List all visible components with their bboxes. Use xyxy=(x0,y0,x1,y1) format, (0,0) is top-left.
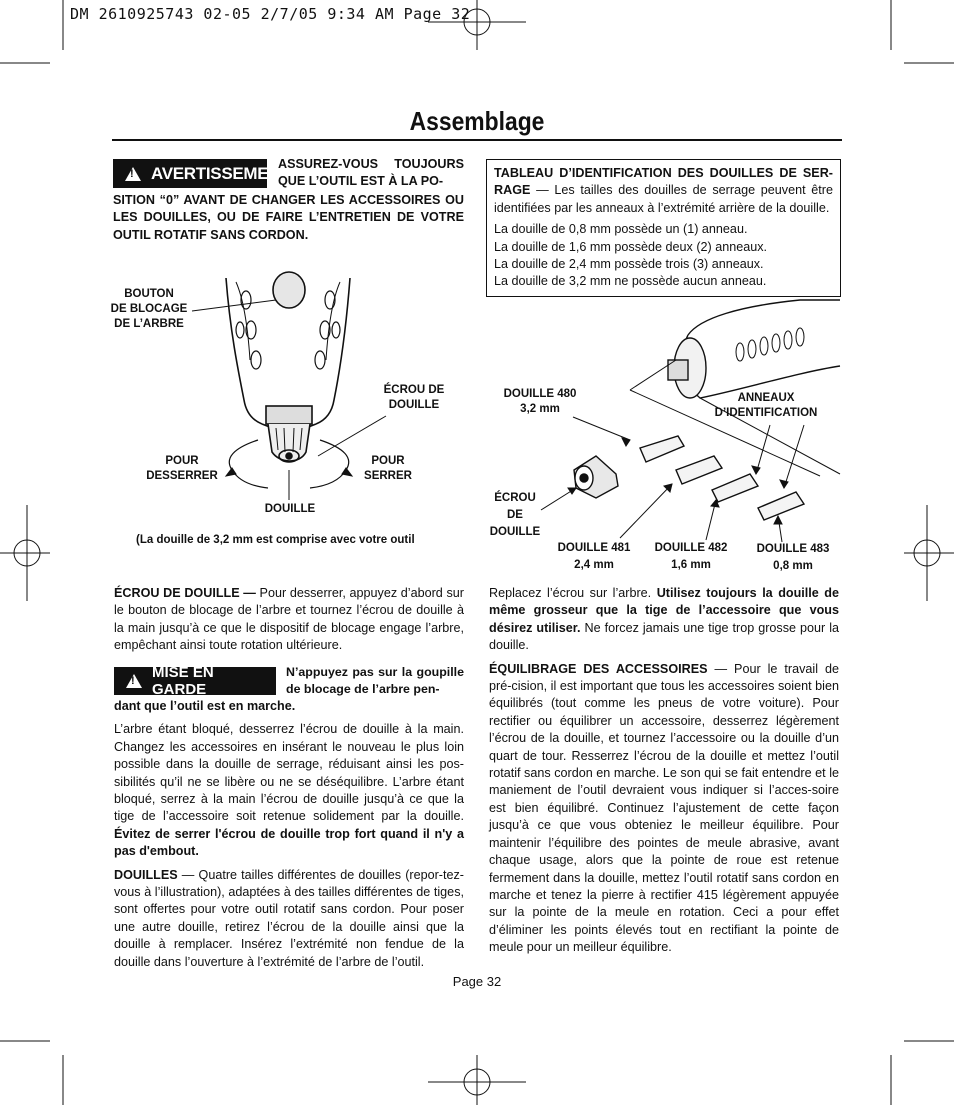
right-column xyxy=(489,585,839,963)
collet-table-line: La douille de 2,4 mm possède trois (3) anneaux. xyxy=(494,257,764,272)
collet-table-line: La douille de 0,8 mm possède un (1) anneau. xyxy=(494,222,748,237)
caution-rest: dant que l’outil est en marche. xyxy=(114,699,296,713)
warning-triangle-icon: ! xyxy=(125,167,141,181)
label-collet-483: DOUILLE 483 0,8 mm xyxy=(756,543,830,572)
label-tighten: POUR SERRER xyxy=(364,455,412,482)
left-column-continued xyxy=(114,698,464,977)
label-collet-480: DOUILLE 480 3,2 mm xyxy=(503,388,577,415)
collet-table-line: La douille de 1,6 mm possède deux (2) anneaux. xyxy=(494,239,768,254)
label-collet-left: DOUILLE xyxy=(264,503,316,515)
registration-mark-bottom xyxy=(428,1055,526,1105)
balancing-paragraph xyxy=(489,661,839,957)
replace-nut-text: Replacez l’écrou sur l’arbre. xyxy=(489,586,657,600)
replace-nut-paragraph xyxy=(489,585,839,655)
warning-lead xyxy=(278,156,464,191)
label-spindle-lock: BOUTON DE BLOCAGE DE L’ARBRE xyxy=(110,288,188,330)
page-number: Page 32 xyxy=(452,974,502,989)
label-collet-481: DOUILLE 481 2,4 mm xyxy=(557,542,631,571)
label-collet-nut-left: ÉCROU DE DOUILLE xyxy=(383,384,445,411)
warning-badge-label: AVERTISSEMENT xyxy=(151,163,291,183)
print-header-stamp: DM 2610925743 02-05 2/7/05 9:34 AM Page 32 xyxy=(70,5,471,23)
collets-paragraph xyxy=(114,867,464,971)
replace-nut-rest: Ne forcez jamais une tige trop grosse pour la douille. xyxy=(489,620,840,653)
shaft-lock-text: L’arbre étant bloqué, desserrez l’écrou de douille à la main. Changez les accessoires en insérant le nouveau le plus loin possible dans la douille de serrage, réduisant ainsi les pos-sibilités qu’il ne se libère ou ne se déséquilibre. L’arbre étant bloqué, serrez à la main l’écrou de douille jusqu’à ce que la tige de l’accessoire soit retenue solidement par la douille. xyxy=(114,722,464,824)
label-collet-nut-right: ÉCROU DE DOUILLE xyxy=(489,492,541,538)
title-rule xyxy=(112,139,842,141)
warning-badge xyxy=(113,159,291,188)
warning-lead-text: ASSUREZ-VOUS TOUJOURS QUE L’OUTIL EST À LA PO- xyxy=(278,157,464,189)
shaft-lock-paragraph xyxy=(114,721,464,860)
registration-mark-right xyxy=(904,505,954,601)
warning-rest xyxy=(113,192,464,244)
collet-table-intro xyxy=(494,165,833,217)
label-collet-482: DOUILLE 482 1,6 mm xyxy=(654,542,728,571)
collets-heading: DOUILLES xyxy=(114,867,178,882)
collet-id-table xyxy=(486,159,841,297)
label-id-rings: ANNEAUX D’IDENTIFICATION xyxy=(714,392,818,419)
left-column xyxy=(114,585,464,661)
collet-table-title-rest: — Les tailles des douilles de serrage peuvent être identifiées par les anneaux à l’extrémité arrière de la douille. xyxy=(494,183,833,215)
label-loosen: POUR DESSERRER xyxy=(146,455,218,482)
collet-table-line: La douille de 3,2 mm ne possède aucun anneau. xyxy=(494,274,767,289)
page-title: Assemblage xyxy=(409,106,545,136)
caution-badge-label: MISE EN GARDE xyxy=(152,664,214,698)
balancing-heading: ÉQUILIBRAGE DES ACCESSOIRES xyxy=(489,661,708,676)
caution-triangle-icon: ! xyxy=(126,674,142,688)
figure-left-caption: (La douille de 3,2 mm est comprise avec votre outil xyxy=(136,534,415,546)
shaft-lock-bold: Évitez de serrer l'écrou de douille trop fort quand il n'y a pas d'embout. xyxy=(114,826,464,859)
caution-lead-text: N’appuyez pas sur la goupille de blocage de l’arbre pen- xyxy=(286,665,464,697)
balancing-text: — Pour le travail de pré-cision, il est important que tous les accessoires soient bien équilibrés (tout comme les pneus de votre voiture). Pour rectifier ou équilibrer un accessoire, desserrez légèrement l’écrou de la douille, et tournez l’accessoire ou la douille d’un quart de tour. Resserrez l’écrou de la douille et mettez l’outil rotatif sans cordon en marche. Le son qui se fait entendre et le maniement de l’outil devraient vous indiquer si l’acces-soire est bien équilibré. Continuez l’ajustement de cette façon jusqu’à ce que vous obteniez le meilleur équilibre. Pour maintenir l’équilibre des pointes de meule abrasive, avant chaque usage, alors que la pointe de roue est retenue fermement dans la douille, mettez l’outil rotatif sans cordon en marche et tenez la pierre à rectifier 415 légèrement appuyée sur la pointe de la meule en rotation. Ceci a pour effet d’éliminer les points élevés tout en rectifiant la pointe de meule pour un meilleur équilibre. xyxy=(489,661,839,955)
collet-nut-paragraph xyxy=(114,585,464,655)
caution-lead xyxy=(286,664,464,699)
warning-rest-text: SITION “0” AVANT DE CHANGER LES ACCESSOIRES OU LES DOUILLES, OU DE FAIRE L’ENTRETIEN DE VOTRE OUTIL ROTATIF SANS CORDON. xyxy=(113,193,464,242)
collets-text: — Quatre tailles différentes de douilles (repor-tez-vous à l’illustration), adaptées à des tailles différentes de tiges, sont offertes pour votre outil rotatif sans cordon. Pour poser une autre douille, retirez l’écrou de la douille ainsi que la douille à remplacer. Insérez l’extrémité non fendue de la douille dans l’ouverture à l’extrémité de l’arbre de l’outil. xyxy=(114,867,464,969)
registration-mark-left xyxy=(0,505,50,601)
collet-nut-heading: ÉCROU DE DOUILLE — xyxy=(114,586,256,600)
collet-nut-text: Pour desserrer, appuyez d’abord sur le bouton de blocage de l’arbre et tournez l’écrou de douille à la main jusqu’à ce que le dispositif de blocage engage l’arbre, empêchant ainsi toute rotation ultérieure. xyxy=(114,586,464,653)
replace-nut-bold: Utilisez toujours la douille de même grosseur que la tige de l’accessoire que vous désirez utiliser. xyxy=(489,586,840,635)
collet-table-title: TABLEAU D’IDENTIFICATION DES DOUILLES DE SER- RAGE xyxy=(494,166,833,198)
caution-badge xyxy=(114,664,276,698)
